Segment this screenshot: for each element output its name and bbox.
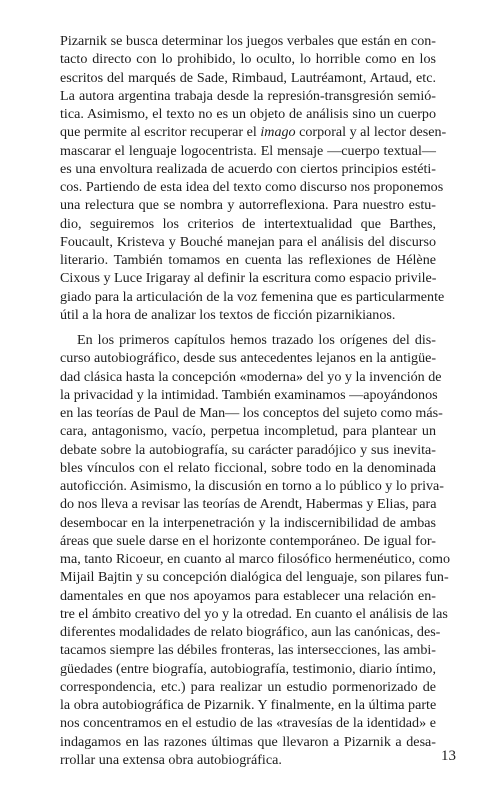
text-line: mascarar el lenguaje logocentrista. El mensaje —cuerpo textual—	[60, 142, 436, 159]
text-line: en las teorías de Paul de Man— los conceptos del sujeto como más-	[60, 405, 443, 421]
text-line: dio, seguiremos los criterios de intertextualidad que Barthes,	[60, 215, 436, 232]
text-line: Cixous y Luce Irigaray al definir la escritura como espacio privile-	[60, 270, 437, 287]
text-line: cara, antagonismo, vacío, perpetua incompletud, para plantear un	[60, 423, 436, 440]
paragraph-gap	[60, 324, 436, 331]
text-line: tre el ámbito creativo del yo y la otredad. En cuanto el análisis de las	[60, 605, 448, 622]
text-line: tacamos siempre las débiles fronteras, las intersecciones, las ambi-	[60, 642, 436, 659]
page-number: 13	[441, 748, 456, 764]
text-line: dad clásica hasta la concepción «moderna» del yo y la invención de	[60, 368, 442, 385]
italic-term: imago	[260, 124, 296, 141]
text-line: la privacidad y la intimidad. También examinamos —apoyándonos	[60, 386, 438, 403]
text-line: cos. Partiendo de esta idea del texto como discurso nos proponemos	[60, 179, 444, 195]
text-line: que permite al escritor recuperar el imago corporal y al lector desen-	[60, 124, 447, 141]
text-line: nos concentramos en el estudio de las «travesías de la identidad» e	[60, 715, 436, 732]
text-line: Mijail Bajtin y su concepción dialógica del lenguaje, son pilares fun-	[60, 569, 449, 586]
text-line: Pizarnik se busca determinar los juegos verbales que están en con-	[60, 33, 436, 49]
text-line: ma, tanto Ricoeur, en cuanto al marco filosófico hermenéutico, como	[60, 551, 451, 567]
text-line: bles vínculos con el relato ficcional, sobre todo en la denominada	[60, 459, 436, 476]
text-line: güedades (entre biografía, autobiografía, testimonio, diario íntimo,	[60, 660, 436, 677]
text-line: una relectura que se nombra y autorreflexiona. Para nuestro estu-	[60, 197, 436, 214]
text-line: En los primeros capítulos hemos trazado los orígenes del dis-	[77, 332, 436, 348]
text-line: útil a la hora de analizar los textos de ficción pizarnikianos.	[60, 306, 396, 323]
text-line: curso autobiográfico, desde sus antecedentes lejanos en la antigüe-	[60, 350, 437, 367]
text-line: diferentes modalidades de relato biográfico, aun las canónicas, des-	[60, 624, 441, 640]
text-line: rrollar una extensa obra autobiográfica.	[60, 751, 282, 768]
text-line: tacto directo con lo prohibido, lo oculto, lo horrible como en los	[60, 51, 436, 68]
text-line: desembocar en la interpenetración y la indiscernibilidad de ambas	[60, 514, 436, 531]
text-line: la obra autobiográfica de Pizarnik. Y finalmente, en la última parte	[60, 697, 437, 713]
text-line: Foucault, Kristeva y Bouché manejan para el análisis del discurso	[60, 233, 436, 250]
text-line: escritos del marqués de Sade, Rimbaud, Lautréamont, Artaud, etc.	[60, 69, 436, 86]
text-line: autoficción. Asimismo, la discusión en torno a lo público y lo priva-	[60, 478, 444, 494]
text-line: giado para la articulación de la voz femenina que es particularmente	[60, 288, 445, 305]
text-line: La autora argentina trabaja desde la represión-transgresión semió-	[60, 87, 436, 104]
text-line: damentales en que nos apoyamos para establecer una relación en-	[60, 587, 436, 604]
text-line: es una envoltura realizada de acuerdo con ciertos principios estéti-	[60, 160, 436, 177]
text-line: indagamos en las razones últimas que llevaron a Pizarnik a desa-	[60, 733, 436, 750]
text-line: correspondencia, etc.) para realizar un estudio pormenorizado de	[60, 678, 436, 695]
text-line: áreas que suele darse en el horizonte contemporáneo. De igual for-	[60, 532, 436, 549]
text-line: debate sobre la autobiografía, su carácter paradójico y sus inevita-	[60, 441, 436, 458]
text-line: do nos lleva a revisar las teorías de Arendt, Habermas y Elias, para	[60, 496, 437, 513]
paragraph	[60, 32, 447, 324]
text-line: tica. Asimismo, el texto no es un objeto de análisis sino un cuerpo	[60, 106, 436, 122]
text-line: literario. También tomamos en cuenta las reflexiones de Hélène	[60, 252, 436, 268]
